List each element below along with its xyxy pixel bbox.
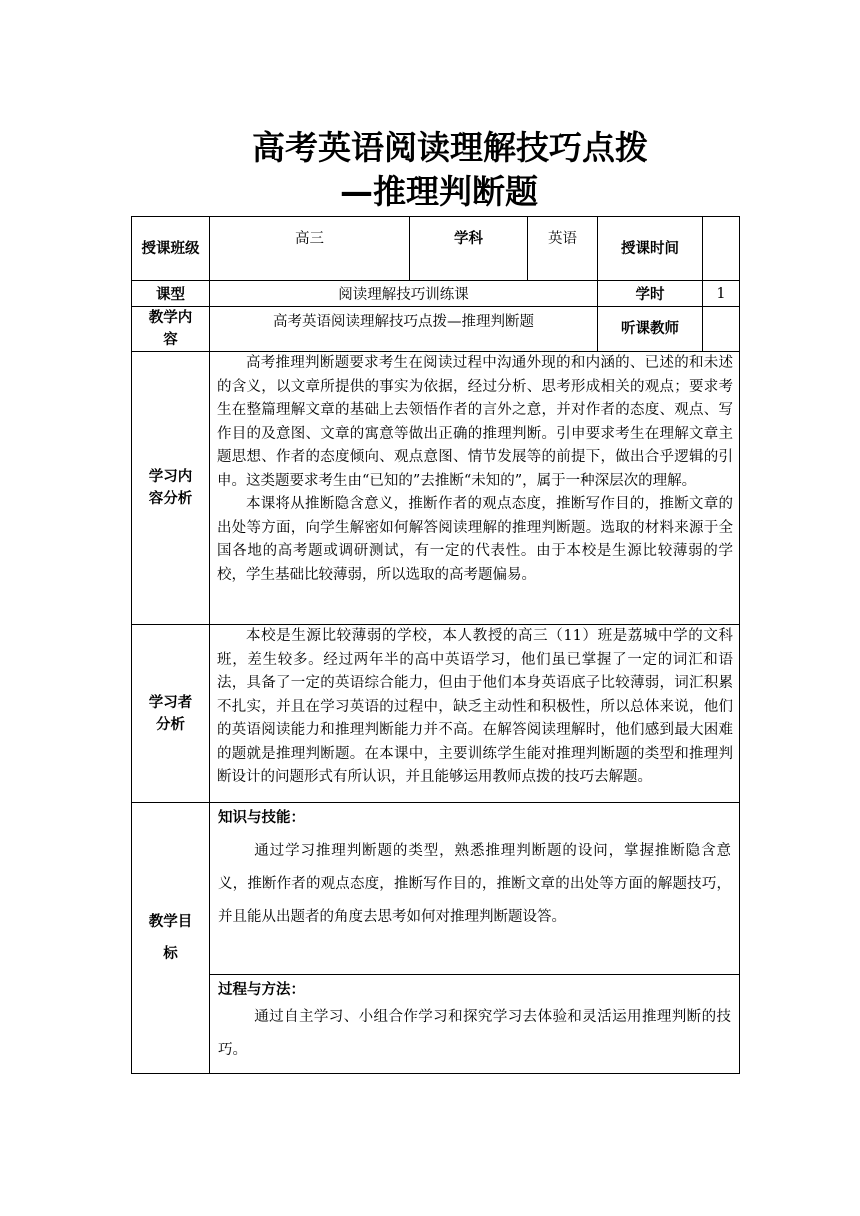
- process-section: [210, 975, 740, 1074]
- teacher-label: 听课教师: [598, 307, 703, 352]
- class-label: 授课班级: [132, 217, 210, 281]
- type-value: 阅读理解技巧训练课: [210, 281, 598, 307]
- lesson-plan-table: [131, 216, 740, 1074]
- knowledge-text: 通过学习推理判断题的类型，熟悉推理判断题的设问，掌握推断隐含意义，推断作者的观点态度，推断写作目的，推断文章的出处等方面的解题技巧，并且能从出题者的角度去思考如何对推理判断题设答。: [218, 843, 731, 925]
- knowledge-section: [210, 803, 740, 975]
- subject-label: 学科: [410, 217, 528, 281]
- type-label: 课型: [132, 281, 210, 307]
- content-label: 教学内容: [132, 307, 210, 352]
- content-analysis-paragraph: 高考推理判断题要求考生在阅读过程中沟通外现的和内涵的、已述的和未述的含义，以文章所提供的事实为依据，经过分析、思考形成相关的观点；要求考生在整篇理解文章的基础上去领悟作者的言外之意，并对作者的态度、观点、写作目的及意图、文章的寓意等做出正确的推理判断。引申要求考生在理解文章主题思想、作者的态度倾向、观点意图、情节发展等的前提下，做出合乎逻辑的引申。这类题要求考生由“已知的”去推断“未知的”，属于一种深层次的理解。: [217, 355, 733, 489]
- content-value: 高考英语阅读理解技巧点拨—推理判断题: [210, 307, 598, 352]
- process-text: 通过自主学习、小组合作学习和探究学习去体验和灵活运用推理判断的技巧。: [218, 1009, 731, 1058]
- learner-analysis-body: [210, 625, 740, 803]
- teacher-value: [703, 307, 740, 352]
- subject-value: 英语: [528, 217, 598, 281]
- learner-analysis-paragraph: 本校是生源比较薄弱的学校，本人教授的高三（11）班是荔城中学的文科班，差生较多。经过两年半的高中英语学习，他们虽已掌握了一定的词汇和语法，具备了一定的英语综合能力，但由于他们本身英语底子比较薄弱，词汇积累不扎实，并且在学习英语的过程中，缺乏主动性和积极性，所以总体来说，他们的英语阅读能力和推理判断能力并不高。在解答阅读理解时，他们感到最大困难的题就是推理判断题。在本课中，主要训练学生能对推理判断题的类型和推理判断设计的问题形式有所认识，并且能够运用教师点拨的技巧去解题。: [217, 628, 733, 785]
- document-title: 高考英语阅读理解技巧点拨: [252, 128, 648, 167]
- content-analysis-label: 学习内容分析: [132, 352, 210, 625]
- process-heading: 过程与方法：: [218, 982, 305, 998]
- learner-analysis-label: 学习者分析: [132, 625, 210, 803]
- document-subtitle: —推理判断题: [340, 172, 538, 211]
- hours-value: 1: [703, 281, 740, 307]
- hours-label: 学时: [598, 281, 703, 307]
- time-label: 授课时间: [598, 217, 703, 281]
- content-analysis-paragraph: 本课将从推断隐含意义，推断作者的观点态度，推断写作目的，推断文章的出处等方面，向学生解密如何解答阅读理解的推理判断题。选取的材料来源于全国各地的高考题或调研测试，有一定的代表性。由于本校是生源比较薄弱的学校，学生基础比较薄弱，所以选取的高考题偏易。: [217, 496, 733, 583]
- objectives-label: 教学目标: [132, 803, 210, 1074]
- knowledge-heading: 知识与技能：: [218, 810, 305, 826]
- class-value: 高三: [210, 217, 410, 281]
- content-analysis-body: [210, 352, 740, 625]
- time-value: [703, 217, 740, 281]
